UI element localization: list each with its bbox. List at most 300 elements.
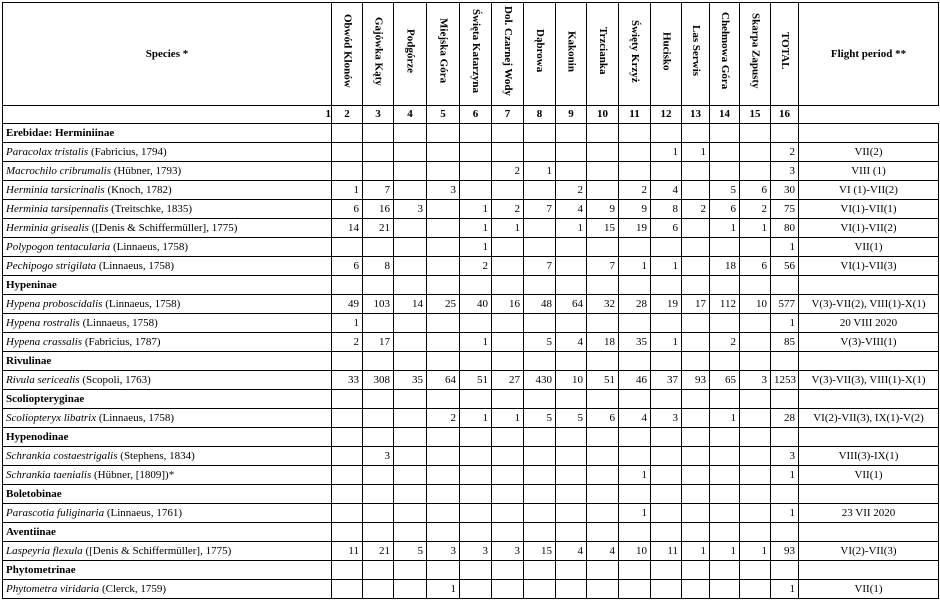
empty-cell bbox=[710, 485, 740, 504]
empty-cell bbox=[619, 390, 651, 409]
empty-cell bbox=[556, 124, 587, 143]
site-name: Święty Krzyż bbox=[629, 19, 641, 83]
count-cell bbox=[492, 257, 524, 276]
count-cell: 1 bbox=[651, 333, 682, 352]
count-cell bbox=[682, 580, 710, 599]
flight-period-cell: VI(2)-VII(3), IX(1)-V(2) bbox=[799, 409, 939, 428]
empty-cell bbox=[587, 485, 619, 504]
count-cell: 3 bbox=[492, 542, 524, 561]
subfamily-name: Hypeninae bbox=[3, 276, 332, 295]
count-cell: 5 bbox=[524, 409, 556, 428]
species-table bbox=[2, 2, 939, 599]
count-cell bbox=[427, 257, 460, 276]
count-cell: 28 bbox=[619, 295, 651, 314]
empty-cell bbox=[682, 523, 710, 542]
count-cell: 1 bbox=[710, 219, 740, 238]
count-cell bbox=[710, 447, 740, 466]
count-cell: 18 bbox=[587, 333, 619, 352]
species-name bbox=[3, 238, 332, 257]
count-cell bbox=[394, 238, 427, 257]
species-author: (Hübner, 1793) bbox=[111, 164, 182, 177]
count-cell bbox=[460, 580, 492, 599]
count-cell: 17 bbox=[682, 295, 710, 314]
flight-period-cell: VII(1) bbox=[799, 466, 939, 485]
total-cell: 75 bbox=[771, 200, 799, 219]
empty-cell bbox=[740, 485, 771, 504]
count-cell: 93 bbox=[682, 371, 710, 390]
species-row bbox=[3, 162, 939, 181]
species-author: (Linnaeus, 1758) bbox=[102, 297, 181, 310]
subfamily-row bbox=[3, 352, 939, 371]
count-cell bbox=[619, 447, 651, 466]
count-cell: 9 bbox=[587, 200, 619, 219]
count-cell: 1 bbox=[460, 200, 492, 219]
total-cell: 1 bbox=[771, 466, 799, 485]
species-author: (Fabricius, 1787) bbox=[82, 335, 161, 348]
species-author: (Linnaeus, 1758) bbox=[96, 259, 175, 272]
count-cell bbox=[710, 143, 740, 162]
empty-cell bbox=[740, 276, 771, 295]
empty-cell bbox=[682, 390, 710, 409]
empty-cell bbox=[524, 523, 556, 542]
count-cell bbox=[394, 143, 427, 162]
empty-cell bbox=[710, 390, 740, 409]
empty-cell bbox=[427, 390, 460, 409]
count-cell: 3 bbox=[427, 542, 460, 561]
empty-cell bbox=[771, 390, 799, 409]
subfamily-row bbox=[3, 124, 939, 143]
subfamily-row bbox=[3, 523, 939, 542]
species-binomial: Scoliopteryx libatrix bbox=[6, 411, 97, 424]
count-cell bbox=[587, 466, 619, 485]
count-cell bbox=[427, 466, 460, 485]
count-cell bbox=[587, 447, 619, 466]
column-number: 8 bbox=[524, 106, 556, 124]
empty-cell bbox=[651, 523, 682, 542]
count-cell: 15 bbox=[524, 542, 556, 561]
empty-cell bbox=[492, 276, 524, 295]
empty-cell bbox=[710, 523, 740, 542]
total-column-header bbox=[771, 3, 799, 106]
column-number: 9 bbox=[556, 106, 587, 124]
count-cell bbox=[394, 219, 427, 238]
count-cell: 35 bbox=[394, 371, 427, 390]
count-cell: 16 bbox=[363, 200, 394, 219]
count-cell: 1 bbox=[619, 257, 651, 276]
count-cell: 1 bbox=[332, 181, 363, 200]
species-author: (Linnaeus, 1758) bbox=[79, 316, 158, 329]
species-binomial: Laspeyria flexula bbox=[6, 544, 83, 557]
count-cell bbox=[682, 504, 710, 523]
count-cell bbox=[394, 333, 427, 352]
count-cell bbox=[332, 466, 363, 485]
count-cell: 1 bbox=[492, 409, 524, 428]
count-cell bbox=[587, 580, 619, 599]
empty-cell bbox=[682, 276, 710, 295]
empty-cell bbox=[492, 352, 524, 371]
empty-cell bbox=[740, 390, 771, 409]
count-cell bbox=[394, 162, 427, 181]
species-author: (Stephens, 1834) bbox=[117, 449, 195, 462]
site-column-header bbox=[740, 3, 771, 106]
empty-cell bbox=[740, 428, 771, 447]
species-row bbox=[3, 333, 939, 352]
species-row bbox=[3, 143, 939, 162]
count-cell: 1 bbox=[710, 542, 740, 561]
species-author: ([Denis & Schiffermüller], 1775) bbox=[82, 544, 232, 557]
count-cell bbox=[492, 314, 524, 333]
count-cell: 6 bbox=[740, 181, 771, 200]
empty-cell bbox=[587, 561, 619, 580]
empty-cell bbox=[710, 561, 740, 580]
flight-period-cell: VI (1)-VII(2) bbox=[799, 181, 939, 200]
count-cell: 1 bbox=[556, 219, 587, 238]
count-cell: 2 bbox=[740, 200, 771, 219]
subfamily-name: Hypenodinae bbox=[3, 428, 332, 447]
count-cell: 2 bbox=[460, 257, 492, 276]
count-cell bbox=[492, 466, 524, 485]
species-binomial: Schrankia costaestrigalis bbox=[6, 449, 118, 462]
count-cell: 2 bbox=[492, 162, 524, 181]
site-column-header bbox=[460, 3, 492, 106]
empty-cell bbox=[587, 124, 619, 143]
count-cell bbox=[492, 333, 524, 352]
table-body bbox=[3, 124, 939, 599]
site-column-header bbox=[332, 3, 363, 106]
count-cell bbox=[556, 580, 587, 599]
count-cell: 1 bbox=[427, 580, 460, 599]
site-name: Miejska Góra bbox=[437, 18, 450, 84]
count-cell bbox=[492, 580, 524, 599]
count-cell bbox=[682, 238, 710, 257]
empty-cell bbox=[619, 124, 651, 143]
count-cell bbox=[427, 143, 460, 162]
count-cell: 7 bbox=[587, 257, 619, 276]
count-cell bbox=[619, 580, 651, 599]
species-name bbox=[3, 409, 332, 428]
count-cell bbox=[619, 162, 651, 181]
column-number: 5 bbox=[427, 106, 460, 124]
count-cell bbox=[460, 314, 492, 333]
empty-cell bbox=[394, 276, 427, 295]
count-cell: 51 bbox=[460, 371, 492, 390]
count-cell: 27 bbox=[492, 371, 524, 390]
species-author: (Hübner, [1809])* bbox=[91, 468, 175, 481]
empty-cell bbox=[427, 523, 460, 542]
empty-cell bbox=[710, 352, 740, 371]
count-cell bbox=[619, 314, 651, 333]
empty-cell bbox=[363, 352, 394, 371]
count-cell bbox=[524, 238, 556, 257]
empty-cell bbox=[492, 390, 524, 409]
count-cell: 3 bbox=[394, 200, 427, 219]
species-binomial: Hypena proboscidalis bbox=[6, 297, 103, 310]
count-cell: 35 bbox=[619, 333, 651, 352]
count-cell bbox=[587, 314, 619, 333]
column-number: 12 bbox=[651, 106, 682, 124]
count-cell bbox=[682, 466, 710, 485]
flight-period-column-header: Flight period ** bbox=[799, 3, 939, 106]
count-cell: 16 bbox=[492, 295, 524, 314]
total-cell: 56 bbox=[771, 257, 799, 276]
count-cell bbox=[682, 314, 710, 333]
empty-cell bbox=[682, 124, 710, 143]
count-cell: 6 bbox=[740, 257, 771, 276]
empty-cell bbox=[799, 485, 939, 504]
total-cell: 80 bbox=[771, 219, 799, 238]
count-cell bbox=[427, 219, 460, 238]
count-cell: 1 bbox=[682, 542, 710, 561]
count-cell: 17 bbox=[363, 333, 394, 352]
count-cell bbox=[682, 181, 710, 200]
count-cell: 1 bbox=[492, 219, 524, 238]
species-author: (Linnaeus, 1758) bbox=[110, 240, 189, 253]
species-row bbox=[3, 409, 939, 428]
count-cell bbox=[740, 580, 771, 599]
count-cell bbox=[427, 162, 460, 181]
count-cell: 49 bbox=[332, 295, 363, 314]
subfamily-name: Erebidae: Herminiinae bbox=[3, 124, 332, 143]
empty-cell bbox=[619, 352, 651, 371]
count-cell: 308 bbox=[363, 371, 394, 390]
empty-cell bbox=[651, 561, 682, 580]
empty-cell bbox=[524, 390, 556, 409]
count-cell: 1 bbox=[682, 143, 710, 162]
count-cell: 19 bbox=[651, 295, 682, 314]
species-binomial: Herminia tarsipennalis bbox=[6, 202, 109, 215]
count-cell bbox=[427, 238, 460, 257]
site-name: Dąbrowa bbox=[534, 29, 546, 73]
empty-cell bbox=[710, 276, 740, 295]
column-number: 11 bbox=[619, 106, 651, 124]
subfamily-name: Scoliopteryginae bbox=[3, 390, 332, 409]
total-cell: 1 bbox=[771, 580, 799, 599]
count-cell: 2 bbox=[332, 333, 363, 352]
flight-period-cell: 20 VIII 2020 bbox=[799, 314, 939, 333]
count-cell bbox=[651, 447, 682, 466]
empty-cell bbox=[556, 390, 587, 409]
empty-cell bbox=[492, 523, 524, 542]
count-cell: 11 bbox=[332, 542, 363, 561]
empty-cell bbox=[799, 276, 939, 295]
count-cell: 7 bbox=[363, 181, 394, 200]
count-cell: 2 bbox=[619, 181, 651, 200]
site-column-header bbox=[710, 3, 740, 106]
species-row bbox=[3, 542, 939, 561]
site-name: Święta Katarzyna bbox=[470, 8, 482, 93]
flight-period-cell: VI(2)-VII(3) bbox=[799, 542, 939, 561]
total-label: TOTAL bbox=[779, 32, 791, 70]
total-cell: 577 bbox=[771, 295, 799, 314]
flight-period-cell: VI(1)-VII(2) bbox=[799, 219, 939, 238]
count-cell bbox=[332, 162, 363, 181]
empty-cell bbox=[394, 485, 427, 504]
empty-cell bbox=[332, 276, 363, 295]
count-cell bbox=[740, 314, 771, 333]
species-row bbox=[3, 181, 939, 200]
site-name: Las Serwis bbox=[690, 25, 702, 77]
species-row bbox=[3, 295, 939, 314]
empty-cell bbox=[492, 428, 524, 447]
count-cell bbox=[651, 162, 682, 181]
total-cell: 1253 bbox=[771, 371, 799, 390]
species-binomial: Hypena crassalis bbox=[6, 335, 83, 348]
count-cell bbox=[363, 314, 394, 333]
empty-cell bbox=[799, 561, 939, 580]
count-cell: 15 bbox=[587, 219, 619, 238]
flight-period-cell: VII(2) bbox=[799, 143, 939, 162]
species-binomial: Pechipogo strigilata bbox=[6, 259, 97, 272]
empty-cell bbox=[771, 428, 799, 447]
count-cell: 18 bbox=[710, 257, 740, 276]
count-cell bbox=[363, 580, 394, 599]
count-cell bbox=[710, 162, 740, 181]
header-row bbox=[3, 3, 939, 106]
species-name bbox=[3, 333, 332, 352]
species-name bbox=[3, 580, 332, 599]
species-binomial: Rivula sericealis bbox=[6, 373, 80, 386]
empty-cell bbox=[394, 428, 427, 447]
site-column-header bbox=[363, 3, 394, 106]
empty-cell bbox=[771, 352, 799, 371]
count-cell bbox=[556, 314, 587, 333]
count-cell: 8 bbox=[363, 257, 394, 276]
empty-cell bbox=[394, 523, 427, 542]
empty-cell bbox=[332, 124, 363, 143]
site-column-header bbox=[682, 3, 710, 106]
count-cell bbox=[363, 143, 394, 162]
empty-cell bbox=[427, 428, 460, 447]
species-author: (Linnaeus, 1761) bbox=[104, 506, 182, 519]
empty-cell bbox=[556, 523, 587, 542]
count-cell bbox=[460, 447, 492, 466]
count-cell: 1 bbox=[740, 219, 771, 238]
site-name: Podgórze bbox=[404, 29, 417, 73]
empty-cell bbox=[524, 124, 556, 143]
column-number-row bbox=[3, 106, 939, 124]
site-column-header bbox=[524, 3, 556, 106]
species-row bbox=[3, 371, 939, 390]
count-cell: 21 bbox=[363, 219, 394, 238]
count-cell: 6 bbox=[710, 200, 740, 219]
empty-cell bbox=[394, 390, 427, 409]
species-name bbox=[3, 371, 332, 390]
species-name bbox=[3, 257, 332, 276]
empty-cell bbox=[799, 124, 939, 143]
site-name: Trzcianka bbox=[597, 27, 609, 75]
empty-cell bbox=[799, 428, 939, 447]
count-cell: 2 bbox=[492, 200, 524, 219]
count-cell bbox=[587, 181, 619, 200]
flight-period-cell: VI(1)-VII(3) bbox=[799, 257, 939, 276]
species-name bbox=[3, 219, 332, 238]
empty-cell bbox=[740, 561, 771, 580]
count-cell: 51 bbox=[587, 371, 619, 390]
count-cell bbox=[332, 409, 363, 428]
column-number: 2 bbox=[332, 106, 363, 124]
subfamily-name: Phytometrinae bbox=[3, 561, 332, 580]
count-cell bbox=[740, 238, 771, 257]
count-cell bbox=[682, 447, 710, 466]
empty-cell bbox=[771, 561, 799, 580]
empty-cell bbox=[332, 523, 363, 542]
empty-cell bbox=[556, 485, 587, 504]
column-number: 15 bbox=[740, 106, 771, 124]
species-binomial: Herminia grisealis bbox=[6, 221, 89, 234]
count-cell bbox=[427, 200, 460, 219]
empty-cell bbox=[460, 485, 492, 504]
column-number: 16 bbox=[771, 106, 799, 124]
count-cell: 4 bbox=[619, 409, 651, 428]
count-cell bbox=[619, 143, 651, 162]
count-cell: 9 bbox=[619, 200, 651, 219]
count-cell bbox=[524, 219, 556, 238]
count-cell: 430 bbox=[524, 371, 556, 390]
site-column-header bbox=[619, 3, 651, 106]
empty-cell bbox=[492, 485, 524, 504]
site-name: Dol. Czarnej Wody bbox=[502, 6, 514, 96]
empty-cell bbox=[619, 276, 651, 295]
count-cell: 10 bbox=[740, 295, 771, 314]
count-cell: 3 bbox=[740, 371, 771, 390]
empty-cell bbox=[427, 352, 460, 371]
count-cell bbox=[332, 238, 363, 257]
site-column-header bbox=[587, 3, 619, 106]
empty-cell bbox=[651, 390, 682, 409]
species-name bbox=[3, 447, 332, 466]
empty-cell bbox=[587, 523, 619, 542]
count-cell: 4 bbox=[556, 333, 587, 352]
count-cell: 7 bbox=[524, 200, 556, 219]
count-cell bbox=[332, 580, 363, 599]
column-number: 14 bbox=[710, 106, 740, 124]
count-cell: 5 bbox=[524, 333, 556, 352]
count-cell bbox=[394, 181, 427, 200]
empty-cell bbox=[332, 485, 363, 504]
count-cell: 3 bbox=[651, 409, 682, 428]
site-name: Skarpa Zapusty bbox=[749, 13, 762, 89]
empty-cell bbox=[682, 561, 710, 580]
empty-cell bbox=[556, 276, 587, 295]
count-cell bbox=[524, 181, 556, 200]
empty-cell bbox=[394, 124, 427, 143]
empty-cell bbox=[332, 428, 363, 447]
empty-cell bbox=[619, 485, 651, 504]
count-cell: 1 bbox=[651, 257, 682, 276]
empty-cell bbox=[771, 124, 799, 143]
empty-cell bbox=[651, 485, 682, 504]
species-author: (Clerck, 1759) bbox=[99, 582, 167, 595]
species-binomial: Polypogon tentacularia bbox=[6, 240, 111, 253]
subfamily-row bbox=[3, 485, 939, 504]
count-cell bbox=[556, 466, 587, 485]
count-cell bbox=[740, 162, 771, 181]
count-cell: 1 bbox=[651, 143, 682, 162]
count-cell: 14 bbox=[394, 295, 427, 314]
count-cell bbox=[460, 181, 492, 200]
species-name bbox=[3, 542, 332, 561]
count-cell: 112 bbox=[710, 295, 740, 314]
count-cell bbox=[524, 143, 556, 162]
count-cell: 25 bbox=[427, 295, 460, 314]
species-row bbox=[3, 257, 939, 276]
species-author: (Scopoli, 1763) bbox=[79, 373, 151, 386]
site-column-header bbox=[556, 3, 587, 106]
species-name bbox=[3, 466, 332, 485]
count-cell: 1 bbox=[619, 504, 651, 523]
species-name bbox=[3, 143, 332, 162]
empty-cell bbox=[740, 523, 771, 542]
